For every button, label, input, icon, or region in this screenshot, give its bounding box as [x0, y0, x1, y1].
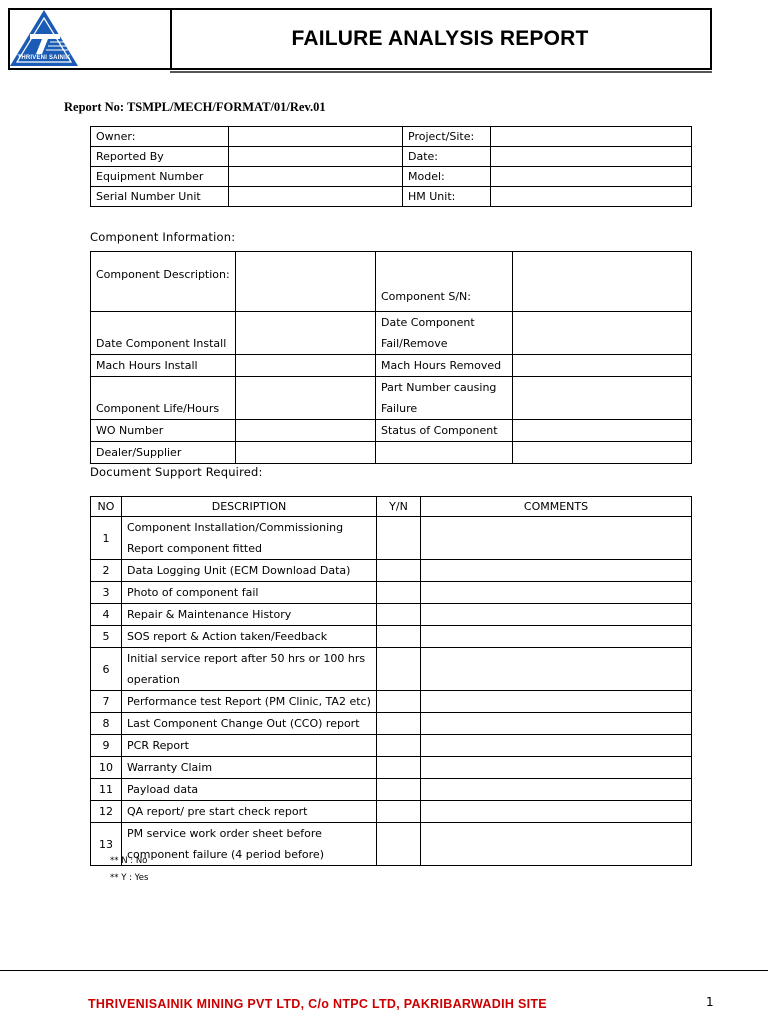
table-row [91, 648, 692, 691]
row-description: Initial service report after 50 hrs or 100 hrs operation [122, 648, 377, 691]
row-description: QA report/ pre start check report [122, 801, 377, 823]
field-label: Component Description: [91, 252, 236, 312]
row-number: 5 [91, 626, 122, 648]
row-description: Performance test Report (PM Clinic, TA2 etc) [122, 691, 377, 713]
company-logo-icon [8, 8, 80, 68]
yn-cell[interactable] [377, 560, 421, 582]
comments-cell[interactable] [421, 823, 692, 866]
field-label: Owner: [91, 127, 229, 147]
row-number: 10 [91, 757, 122, 779]
row-number: 4 [91, 604, 122, 626]
comments-cell[interactable] [421, 560, 692, 582]
field-label: Equipment Number [91, 167, 229, 187]
field-value[interactable] [491, 147, 692, 167]
yn-cell[interactable] [377, 779, 421, 801]
table-row [91, 823, 692, 866]
field-label: Project/Site: [403, 127, 491, 147]
row-description: SOS report & Action taken/Feedback [122, 626, 377, 648]
component-table-row [91, 312, 692, 355]
table-row [91, 517, 692, 560]
owner-table-row [91, 127, 692, 147]
page-number: 1 [706, 995, 714, 1009]
field-label: HM Unit: [403, 187, 491, 207]
field-value[interactable] [491, 167, 692, 187]
table-row [91, 801, 692, 823]
field-label: Status of Component [376, 420, 513, 442]
component-info-label: Component Information: [90, 230, 236, 244]
component-table-row [91, 355, 692, 377]
row-number: 3 [91, 582, 122, 604]
row-description: Payload data [122, 779, 377, 801]
legend-yes: ** Y : Yes [110, 873, 149, 883]
footer-divider-gap [636, 971, 768, 973]
row-description: PCR Report [122, 735, 377, 757]
field-value[interactable] [236, 377, 376, 420]
component-table-row [91, 252, 692, 312]
field-label: Model: [403, 167, 491, 187]
row-description: Warranty Claim [122, 757, 377, 779]
comments-cell[interactable] [421, 604, 692, 626]
yn-cell[interactable] [377, 582, 421, 604]
row-number: 7 [91, 691, 122, 713]
field-label: Date: [403, 147, 491, 167]
header-box [8, 8, 712, 70]
row-number: 1 [91, 517, 122, 560]
comments-cell[interactable] [421, 801, 692, 823]
comments-cell[interactable] [421, 648, 692, 691]
field-label: Component S/N: [376, 252, 513, 312]
column-header: DESCRIPTION [122, 497, 377, 517]
table-row [91, 779, 692, 801]
yn-cell[interactable] [377, 823, 421, 866]
table-row [91, 582, 692, 604]
owner-table-row [91, 187, 692, 207]
comments-cell[interactable] [421, 735, 692, 757]
yn-cell[interactable] [377, 648, 421, 691]
yn-cell[interactable] [377, 691, 421, 713]
row-number: 13 [91, 823, 122, 866]
component-table-row [91, 420, 692, 442]
document-support-label: Document Support Required: [90, 465, 263, 479]
row-description: PM service work order sheet before component failure (4 period before) [122, 823, 377, 866]
row-number: 11 [91, 779, 122, 801]
field-label: Part Number causing Failure [376, 377, 513, 420]
owner-table-row [91, 167, 692, 187]
owner-table-row [91, 147, 692, 167]
field-label: WO Number [91, 420, 236, 442]
yn-cell[interactable] [377, 604, 421, 626]
field-value[interactable] [513, 312, 692, 355]
field-label: Component Life/Hours [91, 377, 236, 420]
logo-text: THRIVENI SAINIK [17, 55, 71, 61]
page-title: FAILURE ANALYSIS REPORT [291, 27, 589, 50]
field-label: Date Component Install [91, 312, 236, 355]
field-label: Reported By [91, 147, 229, 167]
field-value[interactable] [229, 127, 403, 147]
field-value[interactable] [491, 187, 692, 207]
field-label: Date Component Fail/Remove [376, 312, 513, 355]
field-value[interactable] [491, 127, 692, 147]
comments-cell[interactable] [421, 757, 692, 779]
column-header: NO [91, 497, 122, 517]
row-number: 2 [91, 560, 122, 582]
row-description: Component Installation/Commissioning Report component fitted [122, 517, 377, 560]
comments-cell[interactable] [421, 626, 692, 648]
comments-cell[interactable] [421, 517, 692, 560]
field-value[interactable] [236, 312, 376, 355]
row-number: 8 [91, 713, 122, 735]
field-value[interactable] [513, 420, 692, 442]
row-number: 9 [91, 735, 122, 757]
field-value[interactable] [236, 252, 376, 312]
field-value[interactable] [513, 355, 692, 377]
table-row [91, 735, 692, 757]
comments-cell[interactable] [421, 691, 692, 713]
field-label: Mach Hours Install [91, 355, 236, 377]
legend-no: ** N : No [110, 856, 148, 866]
owner-info-table [90, 126, 692, 207]
table-row [91, 713, 692, 735]
component-table-row [91, 442, 692, 464]
column-header: Y/N [377, 497, 421, 517]
field-value[interactable] [513, 252, 692, 312]
row-number: 6 [91, 648, 122, 691]
yn-cell[interactable] [377, 735, 421, 757]
yn-cell[interactable] [377, 517, 421, 560]
component-info-table [90, 251, 692, 464]
report-number: Report No: TSMPL/MECH/FORMAT/01/Rev.01 [64, 100, 326, 114]
field-value[interactable] [229, 187, 403, 207]
table-row [91, 757, 692, 779]
field-value[interactable] [236, 420, 376, 442]
document-support-table [90, 496, 692, 866]
row-description: Repair & Maintenance History [122, 604, 377, 626]
row-number: 12 [91, 801, 122, 823]
comments-cell[interactable] [421, 713, 692, 735]
component-table-row [91, 377, 692, 420]
table-row [91, 560, 692, 582]
row-description: Data Logging Unit (ECM Download Data) [122, 560, 377, 582]
column-header: COMMENTS [421, 497, 692, 517]
row-description: Last Component Change Out (CCO) report [122, 713, 377, 735]
field-value[interactable] [236, 355, 376, 377]
table-row [91, 691, 692, 713]
field-value[interactable] [236, 442, 376, 464]
yn-cell[interactable] [377, 713, 421, 735]
footer-company-name: THRIVENISAINIK MINING PVT LTD, C/o NTPC LTD, PAKRIBARWADIH SITE [88, 997, 547, 1011]
yn-cell[interactable] [377, 626, 421, 648]
field-value[interactable] [513, 442, 692, 464]
comments-cell[interactable] [421, 779, 692, 801]
field-label: Dealer/Supplier [91, 442, 236, 464]
comments-cell[interactable] [421, 582, 692, 604]
field-value[interactable] [229, 147, 403, 167]
field-label: Serial Number Unit [91, 187, 229, 207]
yn-cell[interactable] [377, 801, 421, 823]
field-value[interactable] [513, 377, 692, 420]
yn-cell[interactable] [377, 757, 421, 779]
table-row [91, 604, 692, 626]
header-shadow [170, 71, 712, 73]
row-description: Photo of component fail [122, 582, 377, 604]
table-row [91, 626, 692, 648]
field-value[interactable] [229, 167, 403, 187]
field-label: Mach Hours Removed [376, 355, 513, 377]
field-label [376, 442, 513, 464]
